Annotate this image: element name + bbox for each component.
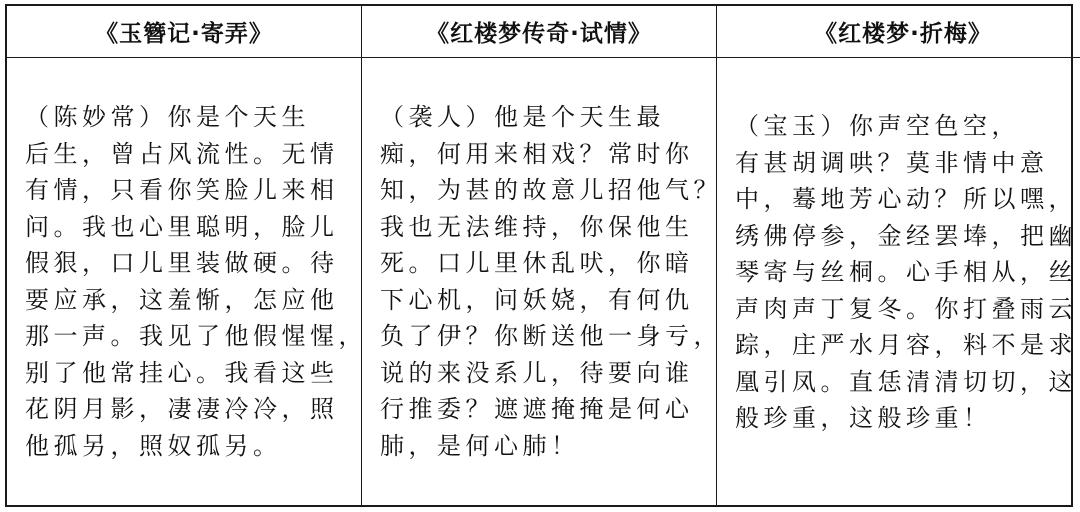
text-line: 有情，只看你笑脸儿来相 xyxy=(25,176,339,204)
text-line: 那一声。我见了他假惺惺， xyxy=(25,322,367,350)
text-line: 踪，庄严水月容，料不是求 xyxy=(735,331,1077,359)
column-title-yuzanji: 《玉簪记·寄弄》 xyxy=(7,6,362,58)
text-line: 中，蓦地芳心动？所以嘿， xyxy=(735,185,1077,213)
text-line: 说的来没系儿，待要向谁 xyxy=(380,358,694,387)
text-line: 声肉声丁复冬。你打叠雨云 xyxy=(735,294,1077,323)
column-text-yuzanji xyxy=(7,58,367,505)
text-line: 肺，是何心肺！ xyxy=(380,431,580,460)
text-line: 他孤另，照奴孤另。 xyxy=(25,431,282,460)
text-line: 琴寄与丝桐。心手相从，丝 xyxy=(735,258,1077,286)
text-line: 痴，何用来相戏？常时你 xyxy=(380,139,694,168)
text-line: 般珍重，这般珍重！ xyxy=(735,404,992,432)
text-line: 问。我也心里聪明，脸儿 xyxy=(25,212,339,241)
column-text-hongloumeng-zhemei xyxy=(717,58,1080,505)
text-line: 负了伊？你断送他一身亏， xyxy=(380,322,722,350)
text-line: （宝玉）你声空色空， xyxy=(735,112,1020,140)
text-line: （陈妙常）你是个天生 xyxy=(25,103,310,131)
text-line: 下心机，问妖娆，有何仇 xyxy=(380,285,694,314)
text-line: 行推委？遮遮掩掩是何心 xyxy=(380,395,694,423)
text-line: 凰引凤。直恁清清切切，这 xyxy=(735,367,1077,396)
text-line: 绣佛停参，金经罢埲，把幽 xyxy=(735,221,1077,250)
text-line: 别了他常挂心。我看这些 xyxy=(25,358,339,387)
text-line: 后生，曾占风流性。无情 xyxy=(25,139,339,168)
text-line: 要应承，这羞惭，怎应他 xyxy=(25,285,339,314)
text-line: 知，为甚的故意儿招他气？ xyxy=(380,176,722,204)
text-line: 我也无法维持，你保他生 xyxy=(380,212,694,241)
column-title-hongloumeng-zhemei: 《红楼梦·折梅》 xyxy=(717,6,1080,58)
comparison-table xyxy=(5,4,1077,507)
column-text-hongloumeng-chuanqi xyxy=(362,58,722,505)
text-line: 有甚胡调哄？莫非情中意 xyxy=(735,148,1049,177)
text-line: 假狠，口儿里装做硬。待 xyxy=(25,249,339,277)
text-line: 花阴月影，凄凄冷冷，照 xyxy=(25,395,339,423)
text-line: （袭人）他是个天生最 xyxy=(380,103,665,131)
text-line: 死。口儿里休乱吠，你暗 xyxy=(380,249,694,277)
column-title-hongloumeng-chuanqi: 《红楼梦传奇·试情》 xyxy=(362,6,717,58)
